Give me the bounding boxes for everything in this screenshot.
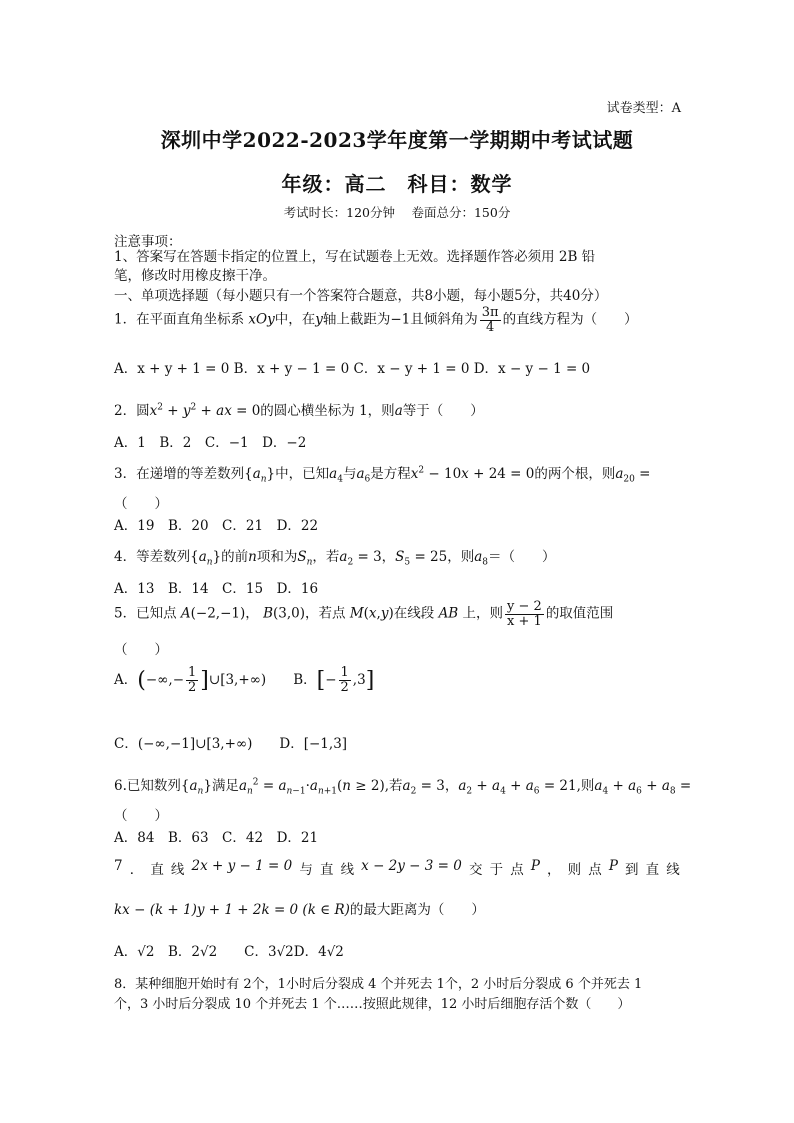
option-d: D．22	[276, 518, 319, 534]
question-4: 4．等差数列$\{a_n\}$的前n项和为$S_n$，若$a_2 = 3$，$S_5 = 25$，则$a_8=$（ ）	[114, 549, 556, 568]
axis-name: xOy	[248, 311, 275, 328]
exam-title: 深圳中学2022-2023学年度第一学期期中考试试题	[160, 128, 634, 152]
question-6-paren: （ ）	[114, 808, 168, 824]
question-8-line-2: 个，3 小时后分裂成 10 个并死去 1 个……按照此规律，12 小时后细胞存活个数（ ）	[114, 997, 631, 1012]
notes-line-1: 1、答案写在答题卡指定的位置上，写在试题卷上无效。选择题作答必须用 2B 铅	[114, 249, 596, 265]
question-2-options	[114, 431, 306, 451]
question-7-line-2: kx − (k + 1)y + 1 + 2k = 0 (k ∈ R)的最大距离为（ ）	[114, 902, 485, 918]
option-b: B．14	[167, 581, 209, 597]
question-5-options-cd	[114, 732, 347, 752]
fraction-3pi-4: $\frac{3\pi}{4}$	[481, 305, 499, 335]
question-5-options-ab	[114, 666, 374, 694]
exam-subtitle: 年级：高二 科目：数学	[281, 172, 513, 196]
option-a: A．1	[114, 435, 146, 451]
option-b: B．20	[167, 518, 209, 534]
option-c: C．−1	[204, 435, 249, 451]
question-2: 2．圆$x^2 + y^2$ + ax = 0的圆心横坐标为 1，则a等于（ ）	[114, 402, 484, 419]
option-a: A．84	[114, 830, 155, 846]
exam-meta: 考试时长：120分钟 卷面总分：150分	[283, 205, 511, 220]
question-7-options	[114, 940, 344, 960]
option-a: A．13	[114, 581, 155, 597]
option-a: A．√2	[114, 944, 155, 960]
option-b: B．63	[167, 830, 209, 846]
option-b: B．x + y − 1 = 0	[233, 361, 350, 377]
question-5-paren: （ ）	[114, 642, 168, 658]
section-heading: 一、单项选择题（每小题只有一个答案符合题意，共8小题，每小题5分，共40分）	[114, 288, 608, 304]
option-c: C．15	[222, 581, 264, 597]
option-d: D．−2	[262, 435, 307, 451]
notes-line-2: 笔，修改时用橡皮擦干净。	[114, 268, 276, 284]
question-3-options	[114, 514, 318, 534]
option-d: D．x − y − 1 = 0	[473, 361, 591, 377]
notes-heading: 注意事项：	[114, 234, 182, 250]
option-d: D．21	[276, 830, 319, 846]
option-c: C．21	[222, 518, 264, 534]
option-d: D．16	[276, 581, 319, 597]
question-1-options	[114, 357, 590, 377]
question-1: 1．在平面直角坐标系 xOy中，在y轴上截距为−1且倾斜角为 $\frac{3\pi}{4}$ 的直线方程为（ ）	[114, 305, 638, 335]
fraction-y-x: $\frac{y - 2}{x + 1}$	[507, 599, 542, 629]
option-b: B．[− $\frac{1}{2}$ ,3]	[293, 665, 375, 695]
question-6: 6.已知数列$\{a_n\}$满足$a_n^2 = a_{n-1}\cdot a_{n+1}(n \ge 2)$,若$a_2 = 3$，$a_2 + a_4 + a_6 = 21$,则$a_4 + a_6 + a_8$ =	[114, 777, 692, 797]
option-c: C．3√2	[244, 944, 294, 960]
option-b: B．2√2	[167, 944, 218, 960]
question-7-line-1: 7 ． 直 线 2x + y − 1 = 0 与 直 线 x − 2y − 3 = 0 交 于 点 P ， 则 点 P 到 直 线	[114, 858, 680, 878]
question-8-line-1: 8．某种细胞开始时有 2个，1小时后分裂成 4 个并死去 1个，2 小时后分裂成 6 个并死去 1	[114, 977, 643, 992]
question-3-paren: （ ）	[114, 496, 168, 512]
question-5: 5．已知点 A(−2,−1)， B(3,0)，若点 M(x,y)在线段 AB 上，则 $\frac{y - 2}{x + 1}$ 的取值范围	[114, 599, 614, 629]
option-d: D．4√2	[293, 944, 344, 960]
question-6-options	[114, 826, 318, 846]
option-d: D．[−1,3]	[279, 736, 348, 752]
option-c: C．42	[222, 830, 264, 846]
option-c: C．x − y + 1 = 0	[353, 361, 470, 377]
option-b: B．2	[159, 435, 192, 451]
option-a: A．x + y + 1 = 0	[114, 361, 230, 377]
option-a: A．19	[114, 518, 155, 534]
paper-type: 试卷类型：A	[606, 101, 681, 116]
question-4-options	[114, 577, 318, 597]
question-3: 3．在递增的等差数列$\{a_n\}$中，已知$a_4$与$a_6$是方程$x^2 - 10x + 24 = 0$的两个根，则$a_{20}$ =	[114, 465, 651, 485]
option-a: A．(−∞,− $\frac{1}{2}$ ]∪[3,+∞)	[114, 665, 267, 695]
option-c: C．(−∞,−1]∪[3,+∞)	[114, 736, 253, 752]
